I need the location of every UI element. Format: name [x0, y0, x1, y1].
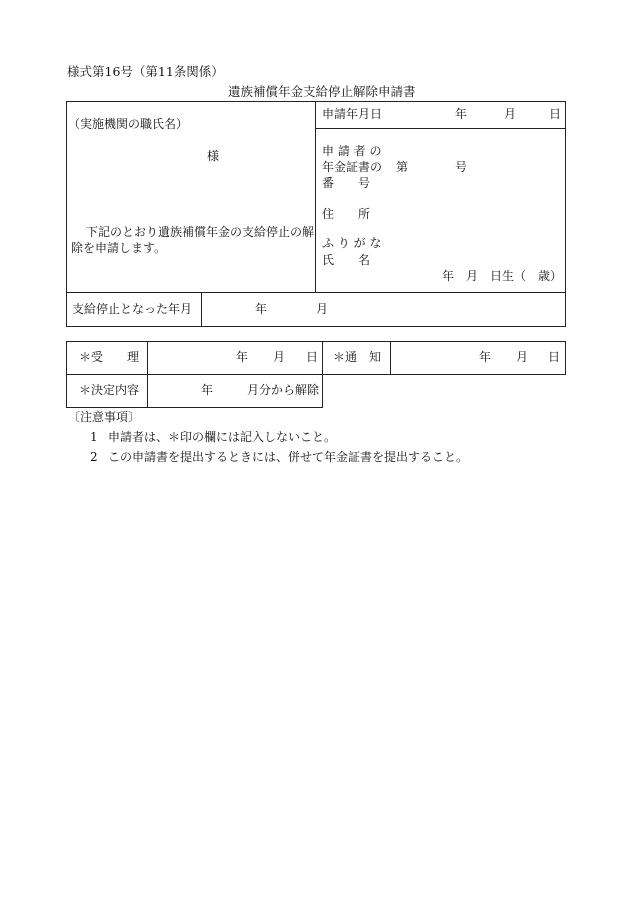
notice-year: 年 — [479, 350, 492, 364]
certificate-go: 号 — [455, 160, 468, 174]
received-year: 年 — [236, 350, 249, 364]
furigana-label: ふ り が な — [322, 236, 382, 250]
received-notice-divider — [322, 341, 323, 375]
request-text-line-1: 下記のとおり遺族補償年金の支給停止の解 — [86, 225, 315, 239]
note-item-text: 申請者は、＊印の欄には記入しないこと。 — [108, 430, 337, 444]
notice-day: 日 — [548, 350, 561, 364]
decision-label: ＊決定内容 — [79, 383, 140, 397]
stop-month: 月 — [316, 302, 329, 316]
notice-month: 月 — [516, 350, 529, 364]
stop-row-divider — [66, 292, 566, 293]
certificate-label-line-1: 申 請 者 の — [322, 144, 382, 158]
decision-month-text: 月分から解除 — [247, 383, 320, 397]
main-form-table — [66, 101, 566, 327]
name-label: 氏 名 — [322, 253, 371, 267]
stop-month-label: 支給停止となった年月 — [72, 302, 193, 316]
decision-year: 年 — [201, 383, 214, 397]
notice-label: ＊通 知 — [333, 350, 382, 364]
decision-label-divider — [147, 374, 148, 408]
received-month: 月 — [273, 350, 286, 364]
agency-label: （実施機関の職氏名） — [68, 117, 189, 131]
application-date-label: 申請年月日 — [322, 107, 383, 121]
request-text-line-2: 除を申請します。 — [71, 241, 167, 255]
date-row-divider — [315, 128, 566, 129]
sama-label: 様 — [207, 149, 220, 163]
notes-heading: 〔注意事項〕 — [68, 410, 141, 424]
stop-year: 年 — [255, 302, 268, 316]
form-number: 様式第16号（第11条関係） — [67, 64, 224, 79]
note-item-number: 1 — [90, 430, 98, 444]
certificate-dai: 第 — [396, 160, 409, 174]
stop-row-vertical-divider — [201, 292, 202, 327]
received-day: 日 — [306, 350, 319, 364]
certificate-label-line-3: 番 号 — [322, 176, 371, 190]
note-item-text: この申請書を提出するときには、併せて年金証書を提出すること。 — [108, 450, 469, 464]
received-label: ＊受 理 — [79, 350, 140, 364]
application-date-day: 日 — [549, 107, 562, 121]
address-label: 住 所 — [322, 207, 371, 221]
application-date-month: 月 — [504, 107, 517, 121]
notice-label-divider — [390, 341, 391, 375]
form-title: 遺族補償年金支給停止解除申請書 — [228, 84, 416, 99]
main-vertical-divider — [315, 101, 316, 292]
received-label-divider — [147, 341, 148, 375]
note-item-number: 2 — [90, 450, 98, 464]
application-date-year: 年 — [455, 107, 468, 121]
certificate-label-line-2: 年金証書の — [322, 160, 383, 174]
birth-date-line: 年 月 日生（ 歳） — [442, 269, 563, 283]
